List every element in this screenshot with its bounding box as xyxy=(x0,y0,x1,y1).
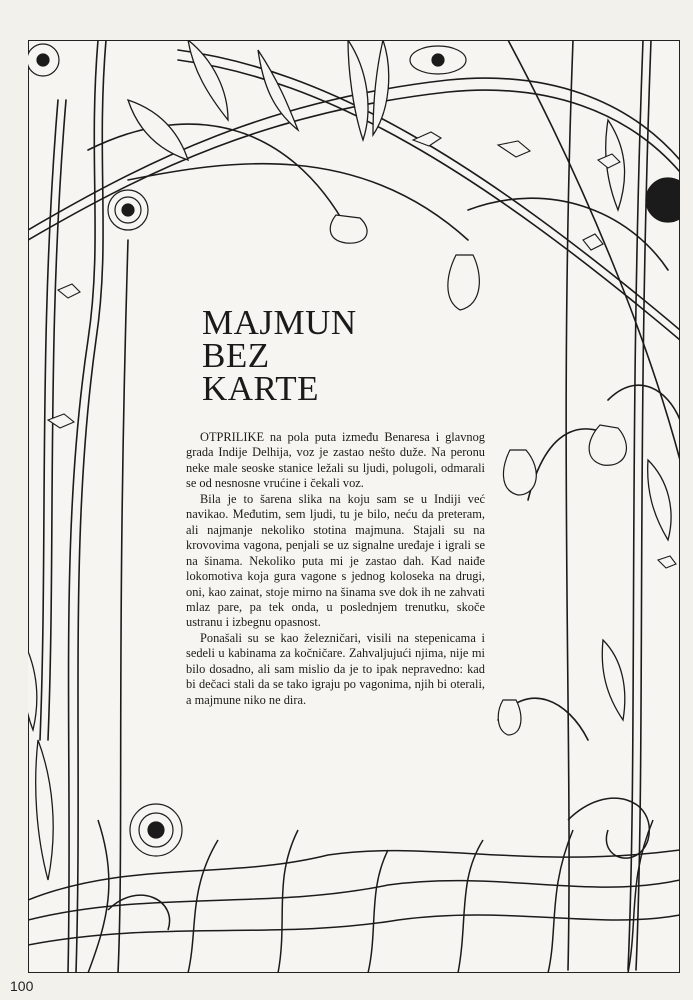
paragraph: Ponašali su se kao železničari, visili na stepenicama i sedeli u kabinama za kočničare. Zahvaljujući njima, nije mi bilo dosadno, ali sam mislio da je to ipak nepravedno: kad bi dečaci stali da se tako igraju po vagonima, njih bi oterali, a majmune niko ne dira. xyxy=(186,630,485,707)
flower xyxy=(108,190,148,230)
vine-stem xyxy=(118,240,128,973)
leaf xyxy=(36,740,54,880)
leaf xyxy=(602,640,625,720)
vine-stem xyxy=(508,40,680,460)
grass xyxy=(28,850,680,900)
leaf xyxy=(188,40,228,120)
title-line: BEZ xyxy=(202,336,270,375)
bird xyxy=(413,132,441,146)
grass xyxy=(88,820,109,973)
flower xyxy=(28,44,59,76)
vine-arch xyxy=(178,50,680,330)
vine-loop xyxy=(568,798,649,858)
grass xyxy=(458,840,483,973)
bird xyxy=(658,556,676,568)
title-line: KARTE xyxy=(202,369,320,408)
vine-arch xyxy=(128,164,468,240)
flower xyxy=(646,178,680,222)
bell-flower xyxy=(498,700,521,735)
page-number: 100 xyxy=(10,978,34,994)
bird xyxy=(583,234,603,250)
vine-stem xyxy=(68,40,98,973)
vine-arch xyxy=(178,60,680,340)
vine-loop xyxy=(108,895,170,930)
grass xyxy=(368,850,388,973)
leaf xyxy=(28,640,37,730)
article-title xyxy=(202,303,357,408)
grass xyxy=(278,830,298,973)
grass xyxy=(28,880,680,920)
flower xyxy=(410,46,466,74)
article-body xyxy=(186,430,485,708)
vine-stem xyxy=(628,40,643,970)
leaf xyxy=(348,40,368,140)
bell-flower xyxy=(589,425,626,465)
vine-stem xyxy=(566,40,573,970)
bell-flower xyxy=(448,255,479,310)
flower xyxy=(130,804,182,856)
paragraph: Bila je to šarena slika na koju sam se u Indiji već navikao. Međutim, sem ljudi, tu je bilo, neću da preteram, ali najmanje nekoliko stotina majmuna. Stajali su na krovovima vagona, penjali se uz signalne uređaje i igrali se na šinama. Nekoliko puta mi je zastao dah. Kad naiđe lokomotiva koja gura vagone s jednog koloseka na drugi, oni, kao zainat, stoje mirno na šinama sve dok ih ne zahvati mlaz pare, pa tek onda, u poslednjem trenutku, skoče ustranu i izbegnu opasnost. xyxy=(186,491,485,630)
bell-flower xyxy=(503,450,536,495)
paragraph: OTPRILIKE na pola puta između Benaresa i glavnog grada Indije Delhija, voz je zastao nešto duže. Na peronu neke male seoske stanice ležali su ljudi, polugoli, odmarali se od nesnosne vrućine i čekali voz. xyxy=(186,430,485,491)
bird xyxy=(498,141,530,157)
grass xyxy=(188,840,218,973)
bell-flower xyxy=(330,215,367,243)
title-line: MAJMUN xyxy=(202,303,357,342)
leaf xyxy=(648,460,671,540)
grass xyxy=(28,915,680,945)
leaf xyxy=(128,100,188,160)
flower-stem xyxy=(608,385,680,420)
bird xyxy=(58,284,80,298)
leaf xyxy=(258,50,298,130)
